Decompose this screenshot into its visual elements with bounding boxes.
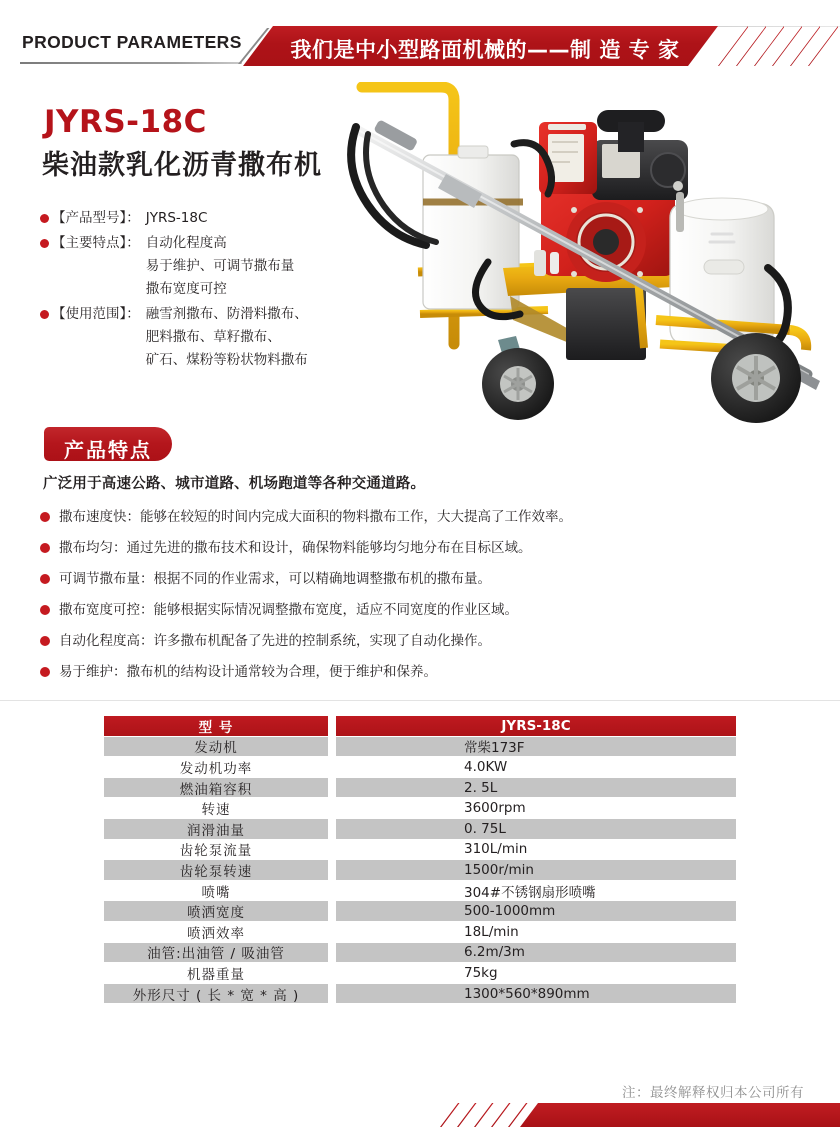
table-column-gap — [328, 922, 336, 942]
spec-value: 易于维护、可调节撒布量 — [145, 258, 295, 274]
table-header-value: JYRS-18C — [336, 716, 736, 736]
page-title: PRODUCT PARAMETERS — [22, 32, 242, 52]
table-header-label: 型 号 — [104, 716, 328, 736]
table-cell-value: 3600rpm — [336, 798, 736, 818]
footer-stripe-3 — [474, 1103, 494, 1127]
table-cell-label: 油管:出油管 / 吸油管 — [104, 943, 328, 963]
feature-item — [40, 630, 800, 661]
table-column-gap — [328, 840, 336, 860]
table-cell-label: 喷嘴 — [104, 881, 328, 901]
feature-item-text: 易于维护：撒布机的结构设计通常较为合理，便于维护和保养。 — [59, 664, 437, 680]
feature-item — [40, 661, 800, 692]
spec-values — [146, 207, 208, 230]
table-cell-value: 1300*560*890mm — [336, 984, 736, 1004]
table-cell-value: 6.2m/3m — [336, 943, 736, 963]
product-photo — [338, 82, 838, 427]
spec-key: 【主要特点】： — [52, 235, 140, 251]
bullet-dot-icon — [40, 310, 49, 319]
footer-stripe-1 — [440, 1103, 460, 1127]
header-stripe-3 — [754, 26, 784, 66]
spec-value: 撒布宽度可控 — [145, 281, 227, 297]
table-cell-value: 常柴173F — [336, 737, 736, 757]
header-stripe-6 — [808, 26, 838, 66]
features-list — [40, 506, 800, 692]
specification-table — [104, 716, 736, 1004]
table-cell-value: 500-1000mm — [336, 901, 736, 921]
table-header-row — [104, 716, 736, 736]
spec-key: 【产品型号】： — [52, 210, 140, 226]
table-column-gap — [328, 901, 336, 921]
table-cell-value: 18L/min — [336, 922, 736, 942]
bullet-dot-icon — [40, 667, 50, 677]
bullet-dot-icon — [40, 605, 50, 615]
bullet-dot-icon — [40, 636, 50, 646]
footer-stripe-2 — [457, 1103, 477, 1127]
table-cell-value: 75kg — [336, 963, 736, 983]
table-cell-label: 喷洒效率 — [104, 922, 328, 942]
table-cell-label: 发动机功率 — [104, 757, 328, 777]
table-cell-label: 齿轮泵转速 — [104, 860, 328, 880]
spec-value: 融雪剂撒布、防滑料撒布、 — [145, 306, 308, 322]
table-cell-label: 润滑油量 — [104, 819, 328, 839]
table-row — [104, 963, 736, 983]
table-cell-label: 燃油箱容积 — [104, 778, 328, 798]
bullet-dot-icon — [40, 543, 50, 553]
table-row — [104, 757, 736, 777]
table-column-gap — [328, 860, 336, 880]
table-column-gap — [328, 798, 336, 818]
spec-bullet-row — [40, 303, 350, 372]
bullet-dot-icon — [40, 214, 49, 223]
table-column-gap — [328, 757, 336, 777]
table-row — [104, 798, 736, 818]
feature-item-text: 撒布均匀：通过先进的撒布技术和设计，确保物料能够均匀地分布在目标区域。 — [59, 540, 532, 556]
spec-key: 【使用范围】： — [52, 306, 140, 322]
feature-item — [40, 506, 800, 537]
header-stripe-4 — [772, 26, 802, 66]
feature-item-text: 自动化程度高：许多撒布机配备了先进的控制系统，实现了自动化操作。 — [59, 633, 491, 649]
product-model-name: 柴油款乳化沥青撒布机 — [42, 150, 322, 181]
spec-bullet-row — [40, 232, 350, 301]
table-row — [104, 901, 736, 921]
spec-value: 矿石、煤粉等粉状物料撒布 — [145, 352, 308, 368]
table-column-gap — [328, 943, 336, 963]
spec-value: 肥料撒布、草籽撒布、 — [145, 329, 281, 345]
table-row — [104, 860, 736, 880]
header-stripe-5 — [790, 26, 820, 66]
spec-values — [146, 303, 308, 372]
footer-note: 注：最终解释权归本公司所有 — [622, 1085, 804, 1101]
table-column-gap — [328, 984, 336, 1004]
table-cell-value: 1500r/min — [336, 860, 736, 880]
header-stripe-1 — [718, 26, 748, 66]
section-divider — [0, 700, 840, 701]
feature-item — [40, 599, 800, 630]
product-model-code: JYRS-18C — [44, 104, 207, 140]
features-intro-text: 广泛用于高速公路、城市道路、机场跑道等各种交通道路。 — [43, 476, 426, 492]
page-header — [0, 0, 840, 78]
table-column-gap — [328, 881, 336, 901]
feature-item — [40, 537, 800, 568]
feature-item-text: 撒布宽度可控：能够根据实际情况调整撒布宽度，适应不同宽度的作业区域。 — [59, 602, 518, 618]
bullet-dot-icon — [40, 239, 49, 248]
header-stripe-2 — [736, 26, 766, 66]
table-cell-label: 转速 — [104, 798, 328, 818]
table-cell-label: 机器重量 — [104, 963, 328, 983]
table-column-gap — [328, 716, 336, 736]
table-cell-value: 4.0KW — [336, 757, 736, 777]
table-column-gap — [328, 737, 336, 757]
table-row — [104, 984, 736, 1004]
table-cell-label: 齿轮泵流量 — [104, 840, 328, 860]
table-column-gap — [328, 778, 336, 798]
feature-item-text: 可调节撒布量：根据不同的作业需求，可以精确地调整撒布机的撒布量。 — [59, 571, 491, 587]
table-column-gap — [328, 819, 336, 839]
table-column-gap — [328, 963, 336, 983]
table-cell-value: 0. 75L — [336, 819, 736, 839]
table-row — [104, 881, 736, 901]
footer-bar — [520, 1103, 840, 1127]
header-banner-text: 我们是中小型路面机械的——制 造 专 家 — [290, 38, 680, 62]
table-cell-value: 2. 5L — [336, 778, 736, 798]
table-row — [104, 943, 736, 963]
footer-stripe-4 — [491, 1103, 511, 1127]
table-cell-label: 外形尺寸 ( 长 * 宽 * 高 ) — [104, 984, 328, 1004]
table-row — [104, 737, 736, 757]
product-spec-bullet-list — [40, 207, 350, 374]
table-row — [104, 778, 736, 798]
spec-bullet-row — [40, 207, 350, 230]
features-badge-label: 产品特点 — [64, 438, 152, 462]
feature-item-text: 撒布速度快：能够在较短的时间内完成大面积的物料撒布工作，大大提高了工作效率。 — [59, 509, 572, 525]
spec-values — [146, 232, 295, 301]
table-row — [104, 819, 736, 839]
table-row — [104, 840, 736, 860]
feature-item — [40, 568, 800, 599]
spec-value: JYRS-18C — [145, 210, 208, 226]
title-underline — [20, 62, 242, 64]
table-cell-value: 310L/min — [336, 840, 736, 860]
table-cell-value: 304#不锈钢扇形喷嘴 — [336, 881, 736, 901]
spec-value: 自动化程度高 — [145, 235, 227, 251]
bullet-dot-icon — [40, 574, 50, 584]
table-cell-label: 发动机 — [104, 737, 328, 757]
table-row — [104, 922, 736, 942]
table-cell-label: 喷洒宽度 — [104, 901, 328, 921]
bullet-dot-icon — [40, 512, 50, 522]
